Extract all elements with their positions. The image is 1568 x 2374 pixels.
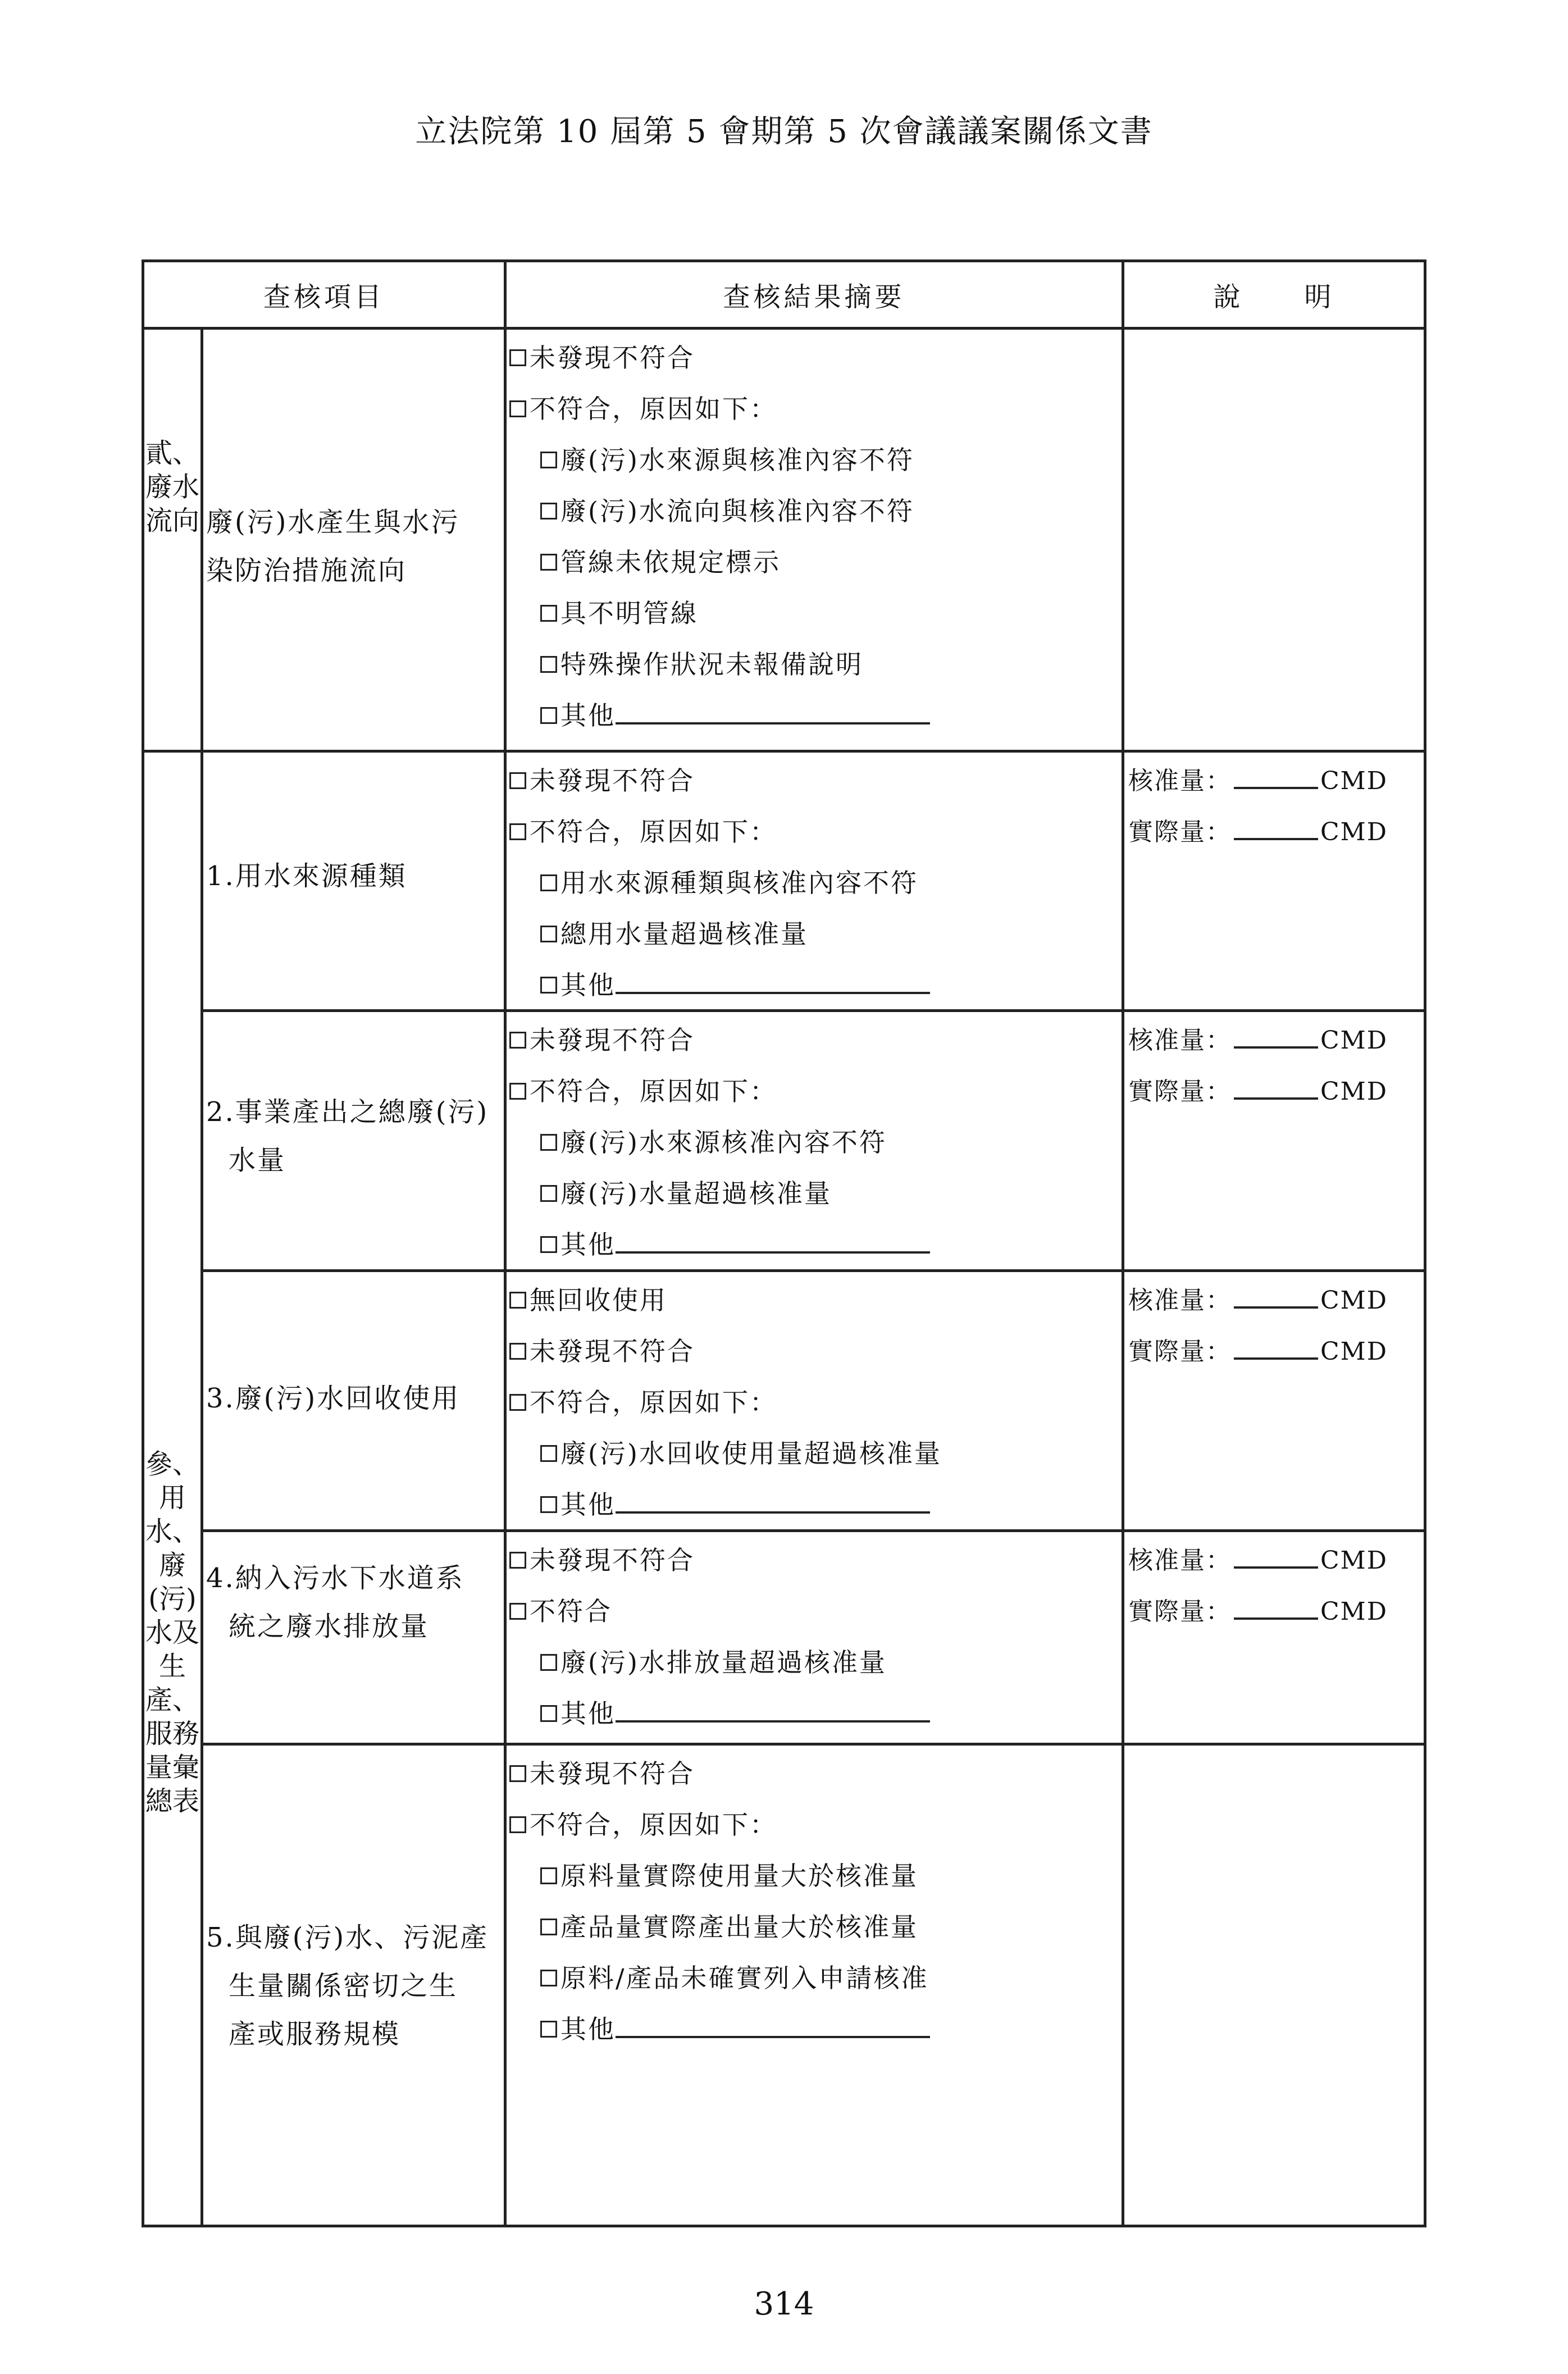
- other-input-line[interactable]: [616, 693, 930, 724]
- actual-amount-field[interactable]: [1234, 811, 1318, 840]
- checkbox[interactable]: [540, 1970, 557, 1986]
- option-no-violation[interactable]: 未發現不符合: [509, 1015, 1116, 1066]
- other-input-line[interactable]: [616, 963, 930, 994]
- audit-item: 5.與廢(污)水、污泥產 生量關係密切之生 產或服務規模: [206, 1922, 489, 2050]
- checkbox[interactable]: [540, 554, 557, 571]
- result-options: [509, 755, 1116, 1011]
- grid-line: [144, 327, 1424, 330]
- actual-amount-field[interactable]: [1234, 1070, 1318, 1100]
- option-no-violation[interactable]: 未發現不符合: [509, 1535, 1116, 1586]
- remarks-cell: [1128, 1015, 1420, 1117]
- sub-option[interactable]: 廢(污)水來源核准內容不符: [509, 1117, 1116, 1168]
- grid-line: [1122, 262, 1124, 2225]
- sub-option[interactable]: 廢(污)水量超過核准量: [509, 1168, 1116, 1219]
- checkbox[interactable]: [540, 605, 557, 622]
- sub-option[interactable]: 總用水量超過核准量: [509, 909, 1116, 960]
- actual-amount: 實際量： CMD: [1128, 1326, 1420, 1377]
- sub-option-other[interactable]: 其他: [509, 690, 1116, 741]
- audit-item: 2.事業產出之總廢(污) 水量: [206, 1096, 489, 1176]
- checkbox[interactable]: [509, 1292, 526, 1309]
- approved-amount-field[interactable]: [1234, 1279, 1318, 1309]
- approved-amount: 核准量： CMD: [1128, 1535, 1420, 1586]
- checkbox[interactable]: [540, 1705, 557, 1722]
- actual-amount: 實際量： CMD: [1128, 1586, 1420, 1637]
- audit-item: 1.用水來源種類: [206, 860, 407, 892]
- checkbox[interactable]: [540, 1185, 557, 1202]
- sub-option[interactable]: 原料量實際使用量大於核准量: [509, 1851, 1116, 1902]
- other-input-line[interactable]: [616, 1691, 930, 1723]
- sub-option[interactable]: 具不明管線: [509, 588, 1116, 639]
- checkbox[interactable]: [540, 1867, 557, 1884]
- checkbox[interactable]: [540, 656, 557, 673]
- checkbox[interactable]: [540, 977, 557, 994]
- checkbox[interactable]: [540, 503, 557, 520]
- actual-amount-field[interactable]: [1234, 1330, 1318, 1360]
- sub-option[interactable]: 廢(污)水回收使用量超過核准量: [509, 1428, 1116, 1479]
- page-number: 314: [754, 2286, 814, 2322]
- checkbox[interactable]: [509, 1765, 526, 1782]
- option-violation[interactable]: 不符合，原因如下：: [509, 1377, 1116, 1428]
- option-no-violation[interactable]: 未發現不符合: [509, 1326, 1116, 1377]
- checkbox[interactable]: [509, 1603, 526, 1620]
- option-violation[interactable]: 不符合，原因如下：: [509, 1066, 1116, 1117]
- checkbox[interactable]: [509, 823, 526, 840]
- option-violation[interactable]: 不符合，原因如下：: [509, 806, 1116, 858]
- actual-amount: 實際量： CMD: [1128, 1066, 1420, 1117]
- audit-table: [142, 259, 1426, 2227]
- option-violation[interactable]: 不符合: [509, 1586, 1116, 1637]
- sub-option-other[interactable]: 其他: [509, 1219, 1116, 1270]
- sub-option-other[interactable]: 其他: [509, 1688, 1116, 1739]
- column-header-result-summary: 查核結果摘要: [723, 281, 905, 313]
- checkbox[interactable]: [540, 874, 557, 891]
- audit-item: 3.廢(污)水回收使用: [206, 1383, 461, 1414]
- option-no-violation[interactable]: 未發現不符合: [509, 1748, 1116, 1799]
- audit-item: 廢(污)水產生與水污 染防治措施流向: [206, 507, 460, 586]
- grid-line: [504, 262, 507, 2225]
- option-violation[interactable]: 不符合，原因如下：: [509, 384, 1116, 435]
- checkbox[interactable]: [509, 349, 526, 366]
- checkbox[interactable]: [509, 1343, 526, 1360]
- section-title-water-summary: 參、用水、廢(污)水及生產、服務量彙總表: [145, 1448, 199, 1817]
- column-header-remarks: 說 明: [1213, 281, 1335, 313]
- checkbox[interactable]: [509, 400, 526, 417]
- result-options: [509, 1535, 1116, 1739]
- result-options: [509, 1015, 1116, 1270]
- sub-option-other[interactable]: 其他: [509, 2004, 1116, 2055]
- remarks-cell: [1128, 755, 1420, 858]
- checkbox[interactable]: [540, 1445, 557, 1462]
- checkbox[interactable]: [509, 1816, 526, 1833]
- option-no-reuse[interactable]: 無回收使用: [509, 1275, 1116, 1326]
- grid-line: [144, 750, 1424, 753]
- option-no-violation[interactable]: 未發現不符合: [509, 332, 1116, 384]
- approved-amount: 核准量： CMD: [1128, 1015, 1420, 1066]
- checkbox[interactable]: [509, 1394, 526, 1411]
- option-no-violation[interactable]: 未發現不符合: [509, 755, 1116, 806]
- grid-line: [200, 1743, 1424, 1746]
- remarks-cell: [1128, 1535, 1420, 1637]
- checkbox[interactable]: [540, 1654, 557, 1671]
- document-header: 立法院第 10 屆第 5 會期第 5 次會議議案關係文書: [415, 113, 1153, 150]
- sub-option[interactable]: 廢(污)水來源與核准內容不符: [509, 435, 1116, 486]
- checkbox[interactable]: [540, 1919, 557, 1935]
- approved-amount: 核准量： CMD: [1128, 1275, 1420, 1326]
- remarks-cell: [1128, 1275, 1420, 1377]
- result-options: [509, 1748, 1116, 2055]
- approved-amount-field[interactable]: [1234, 1539, 1318, 1569]
- option-violation[interactable]: 不符合，原因如下：: [509, 1799, 1116, 1851]
- result-options: [509, 1275, 1116, 1530]
- checkbox[interactable]: [540, 1496, 557, 1513]
- sub-option-other[interactable]: 其他: [509, 1479, 1116, 1530]
- sub-option[interactable]: 產品量實際產出量大於核准量: [509, 1902, 1116, 1953]
- checkbox[interactable]: [509, 1083, 526, 1100]
- checkbox[interactable]: [509, 772, 526, 789]
- section-title-wastewater-flow: 貳、廢水流向: [145, 438, 199, 536]
- checkbox[interactable]: [540, 926, 557, 942]
- checkbox[interactable]: [540, 707, 557, 724]
- sub-option[interactable]: 管線未依規定標示: [509, 537, 1116, 588]
- approved-amount: 核准量： CMD: [1128, 755, 1420, 806]
- sub-option[interactable]: 用水來源種類與核准內容不符: [509, 858, 1116, 909]
- actual-amount: 實際量： CMD: [1128, 806, 1420, 858]
- actual-amount-field[interactable]: [1234, 1591, 1318, 1620]
- approved-amount-field[interactable]: [1234, 760, 1318, 789]
- other-input-line[interactable]: [616, 1222, 930, 1254]
- other-input-line[interactable]: [616, 2007, 930, 2038]
- checkbox[interactable]: [509, 1552, 526, 1569]
- approved-amount-field[interactable]: [1234, 1019, 1318, 1049]
- sub-option-other[interactable]: 其他: [509, 960, 1116, 1011]
- sub-option[interactable]: 廢(污)水排放量超過核准量: [509, 1637, 1116, 1688]
- checkbox[interactable]: [540, 1134, 557, 1151]
- column-header-audit-item: 查核項目: [263, 281, 385, 313]
- checkbox[interactable]: [540, 452, 557, 468]
- checkbox[interactable]: [540, 1236, 557, 1253]
- sub-option[interactable]: 廢(污)水流向與核准內容不符: [509, 486, 1116, 537]
- checkbox[interactable]: [509, 1032, 526, 1049]
- sub-option[interactable]: 特殊操作狀況未報備說明: [509, 639, 1116, 690]
- grid-line: [200, 327, 203, 2225]
- other-input-line[interactable]: [616, 1482, 930, 1514]
- audit-item: 4.納入污水下水道系 統之廢水排放量: [206, 1562, 464, 1642]
- sub-option[interactable]: 原料/產品未確實列入申請核准: [509, 1953, 1116, 2004]
- result-options: [509, 332, 1116, 741]
- checkbox[interactable]: [540, 2021, 557, 2038]
